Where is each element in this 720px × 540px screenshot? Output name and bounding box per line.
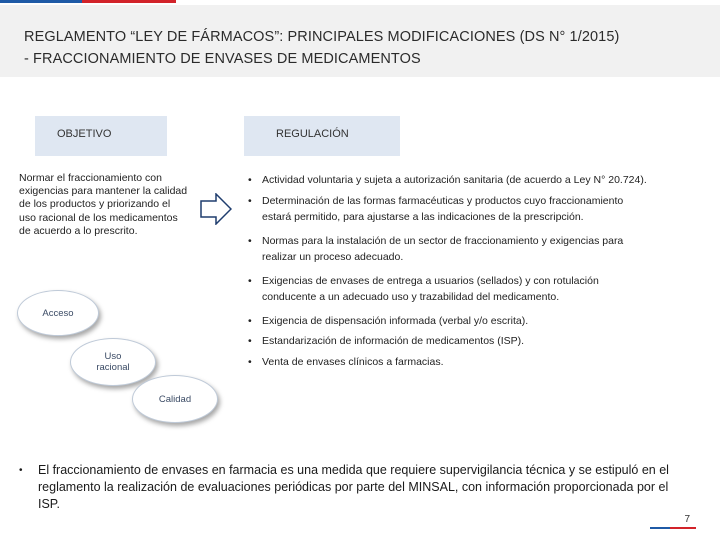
uso-racional-label: Uso racional <box>96 351 130 373</box>
regulation-tab <box>244 116 400 156</box>
bullet-icon: • <box>248 314 252 327</box>
regulation-list <box>248 172 648 374</box>
bullet-icon: • <box>248 234 252 247</box>
regulation-item <box>248 354 648 371</box>
regulation-item-text: Venta de envases clínicos a farmacias. <box>262 355 444 368</box>
objective-tab-label: OBJETIVO <box>57 128 112 140</box>
regulation-item <box>248 172 648 189</box>
regulation-item-text: Estandarización de información de medicamentos (ISP). <box>262 335 525 347</box>
bullet-icon: • <box>19 465 23 476</box>
title-line-2: - FRACCIONAMIENTO DE ENVASES DE MEDICAMENTOS <box>24 51 421 67</box>
regulation-tab-label: REGULACIÓN <box>276 128 349 140</box>
regulation-item <box>248 273 648 306</box>
page-number: 7 <box>684 514 690 525</box>
bullet-icon: • <box>248 194 252 207</box>
objective-tab <box>35 116 167 156</box>
bullet-icon: • <box>248 174 252 186</box>
regulation-item-text: Determinación de las formas farmacéuticas y productos cuyo fraccionamiento estará permitido, para ajustarse a las indicaciones de la prescripción. <box>262 194 624 223</box>
regulation-item <box>248 193 648 226</box>
page-title <box>24 26 704 70</box>
acceso-circle <box>17 290 99 336</box>
right-arrow-icon <box>200 193 232 225</box>
objective-text: Normar el fraccionamiento con exigencias para mantener la calidad de los productos y priorizando el uso racional de los medicamentos de acuerdo a lo prescrito. <box>19 172 188 237</box>
regulation-item <box>248 233 648 266</box>
footer-note-text: El fraccionamiento de envases en farmacia es una medida que requiere supervigilancia técnica y se estipuló en el reglamento la realización de evaluaciones periódicas por parte del MINSAL, con información proporcionada por el ISP. <box>38 463 669 511</box>
bottom-accent-blue <box>650 527 670 529</box>
calidad-label: Calidad <box>158 393 192 405</box>
regulation-item-text: Exigencias de envases de entrega a usuarios (sellados) y con rotulación conducente a un adecuado uso y trazabilidad del medicamento. <box>262 274 599 303</box>
calidad-circle <box>132 375 218 423</box>
regulation-item-text: Actividad voluntaria y sujeta a autorización sanitaria (de acuerdo a Ley N° 20.724). <box>262 174 647 186</box>
title-line-1: REGLAMENTO “LEY DE FÁRMACOS”: PRINCIPALES MODIFICACIONES (DS N° 1/2015) <box>24 29 620 45</box>
uso-racional-circle <box>70 338 156 386</box>
regulation-item <box>248 313 648 330</box>
top-accent-blue <box>0 0 82 3</box>
regulation-item <box>248 333 648 350</box>
bullet-icon: • <box>248 335 252 347</box>
regulation-item-text: Exigencia de dispensación informada (verbal y/o escrita). <box>262 314 529 327</box>
footer-note <box>19 462 689 513</box>
acceso-label: Acceso <box>42 307 74 319</box>
bottom-accent-red <box>670 527 696 529</box>
top-accent-red <box>82 0 176 3</box>
bullet-icon: • <box>248 274 252 287</box>
regulation-item-text: Normas para la instalación de un sector de fraccionamiento y exigencias para realizar un proceso adecuado. <box>262 234 624 263</box>
bullet-icon: • <box>248 355 252 368</box>
